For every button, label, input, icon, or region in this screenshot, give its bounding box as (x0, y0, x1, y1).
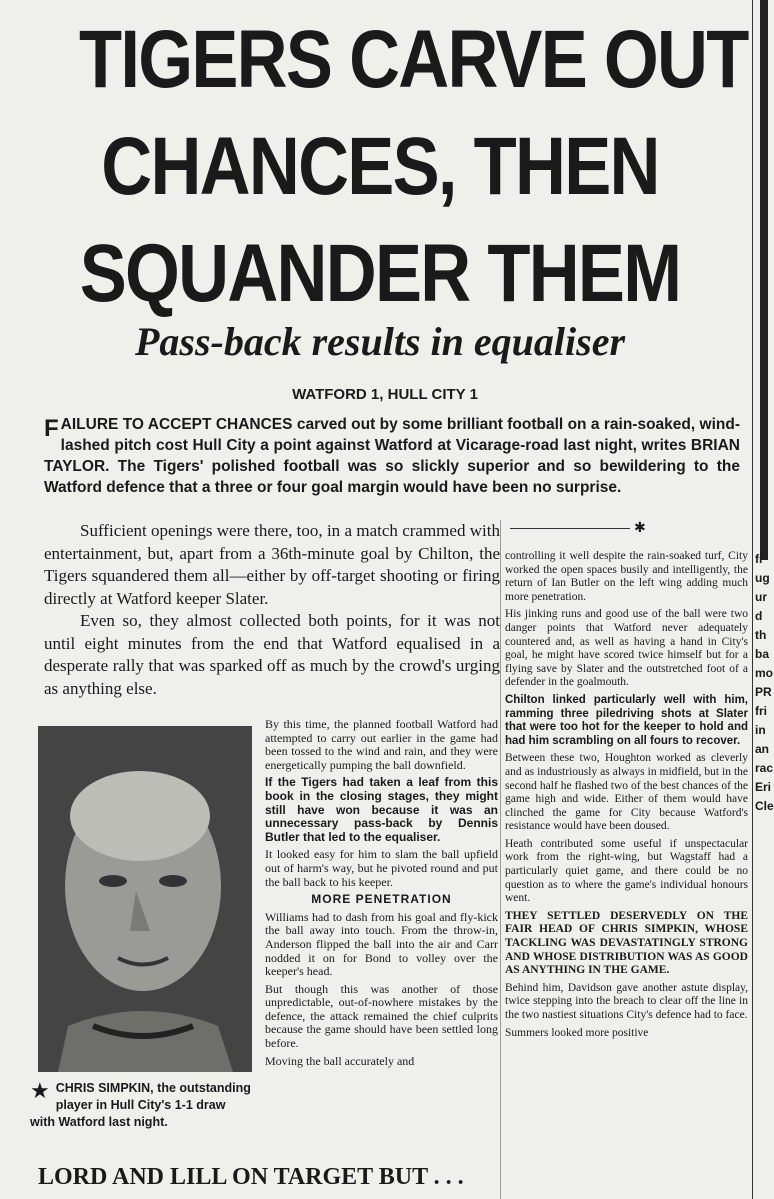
column-rule-right (752, 0, 753, 1199)
adjacent-page-edge (760, 0, 768, 560)
edge-fragment: Cle (755, 799, 774, 813)
edge-fragment: an (755, 742, 770, 756)
headline-line-2: CHANCES, THEN (101, 121, 659, 212)
column-paragraph: Williams had to dash from his goal and fly-kick the ball away into touch. From the throw-in, Anderson flipped the ball into the air and Carr nodded it on for Bond to volley over the keeper's head. (265, 909, 498, 979)
next-headline: LORD AND LILL ON TARGET BUT . . . (38, 1164, 464, 1190)
lead-paragraph (44, 414, 740, 498)
photo-caption (30, 1080, 252, 1131)
edge-fragment: d (755, 609, 763, 623)
column-paragraph: His jinking runs and good use of the ball were two danger points that Watford never adequately countered and, as well as having a hand in City's goal, he might have scored twice himself but for a flying save by Slater and the outstretched foot of a defender in the goalmouth. (505, 608, 748, 689)
column-paragraph: If the Tigers had taken a leaf from this book in the closing stages, they might still have won because it was an unnecessary pass-back by Dennis Butler that led to the equaliser. (265, 775, 498, 844)
body-paragraph: Sufficient openings were there, too, in a match crammed with entertainment, but, apart from a 36th-minute goal by Chilton, the Tigers squandered them all—either by off-target shooting or firing directly at Watford keeper Slater. (44, 521, 500, 608)
body-intro (44, 520, 500, 700)
column-paragraph: But though this was another of those unpredictable, out-of-nowhere mistakes by the defence, the attack remained the chief culprits because the game should have been settled long before. (265, 981, 498, 1051)
edge-fragment: fi (755, 552, 763, 566)
column-paragraph: Moving the ball accurately and (265, 1053, 415, 1068)
edge-fragment: Eri (755, 780, 772, 794)
column-paragraph: Summers looked more positive (505, 1026, 649, 1039)
column-paragraph: THEY SETTLED DESERVEDLY ON THE FAIR HEAD OF CHRIS SIMPKIN, WHOSE TACKLING WAS DEVASTATINGLY STRONG AND WHOSE DISTRIBUTION WAS AS GOOD AS ANYTHING IN THE GAME. (505, 909, 748, 977)
drop-cap: F (44, 415, 59, 442)
score-line: WATFORD 1, HULL CITY 1 (292, 386, 478, 403)
lead-text: AILURE TO ACCEPT CHANCES carved out by some brilliant football on a rain-soaked, wind-lashed pitch cost Hull City a point against Watford at Vicarage-road last night, writes BRIAN TAYLOR. The Tigers' polished football was so slickly superior and so bewildering to the Watford defence that a three or four goal margin would have been no surprise. (44, 416, 740, 496)
headline-line-1: TIGERS CARVE OUT (79, 14, 748, 105)
column-right (505, 550, 748, 1044)
caption-name: CHRIS SIMPKIN, (55, 1081, 154, 1095)
edge-fragment: ug (755, 571, 770, 585)
edge-fragment: mo (755, 666, 773, 680)
column-middle (265, 718, 498, 1072)
column-paragraph: By this time, the planned football Watford had attempted to carry out earlier in the game had been tossed to the wind and rain, and they were energetically pumping the ball downfield. (265, 717, 498, 772)
section-subhead: MORE PENETRATION (311, 892, 452, 907)
body-paragraph: Even so, they almost collected both points, for it was not until eight minutes from the end that Watford equalised in a desperate rally that was sparked off as much by the crowd's urging as anything else. (44, 611, 500, 698)
column-rule-mid (500, 520, 501, 1199)
edge-fragment: in (755, 723, 766, 737)
edge-fragment: PR (755, 685, 772, 699)
column-paragraph: Chilton linked particularly well with him, ramming three piledriving shots at Slater that were too hot for the keeper to hold and had him scrambling on all fours to recover. (505, 693, 748, 747)
headline-line-3: SQUANDER THEM (79, 228, 681, 319)
divider-line (510, 528, 630, 529)
edge-fragment: rac (755, 761, 774, 775)
column-paragraph: Heath contributed some useful if unspectacular work from the right-wing, but Wagstaff had a particularly quiet game, and there could be no question as to where the game's individual honours went. (505, 837, 748, 905)
edge-fragment: ba (755, 647, 770, 661)
edge-fragment: th (755, 628, 767, 642)
caption-text: the outstanding player in Hull City's 1-1 draw with Watford last night. (30, 1081, 251, 1129)
portrait-image (38, 726, 252, 1072)
column-paragraph: It looked easy for him to slam the ball upfield out of harm's way, but he pivoted round and put the ball back to his keeper. (265, 847, 498, 889)
subheadline: Pass-back results in equaliser (134, 319, 626, 364)
edge-fragment: ur (755, 590, 767, 604)
player-photo (38, 726, 252, 1072)
headline (30, 6, 748, 327)
column-paragraph: Behind him, Davidson gave another astute display, twice stepping into the breach to clear off the line in the two nastiest situations City's defence had to face. (505, 981, 748, 1021)
star-icon: ★ (30, 1078, 50, 1103)
column-paragraph: Between these two, Houghton worked as cleverly and as industriously as always in midfield, but in the second half he flashed two of the best chances of the game high and wide. Either of them would have clinched the game for City because Watford's resistance would have been doused. (505, 752, 748, 833)
adjacent-column-fragments (755, 550, 774, 816)
edge-fragment: fri (755, 704, 767, 718)
column-paragraph: controlling it well despite the rain-soaked turf, City worked the open spaces busily and intelligently, the return of Ian Butler on the left wing adding much more penetration. (505, 550, 748, 603)
divider-star-icon: ✱ (634, 521, 646, 536)
